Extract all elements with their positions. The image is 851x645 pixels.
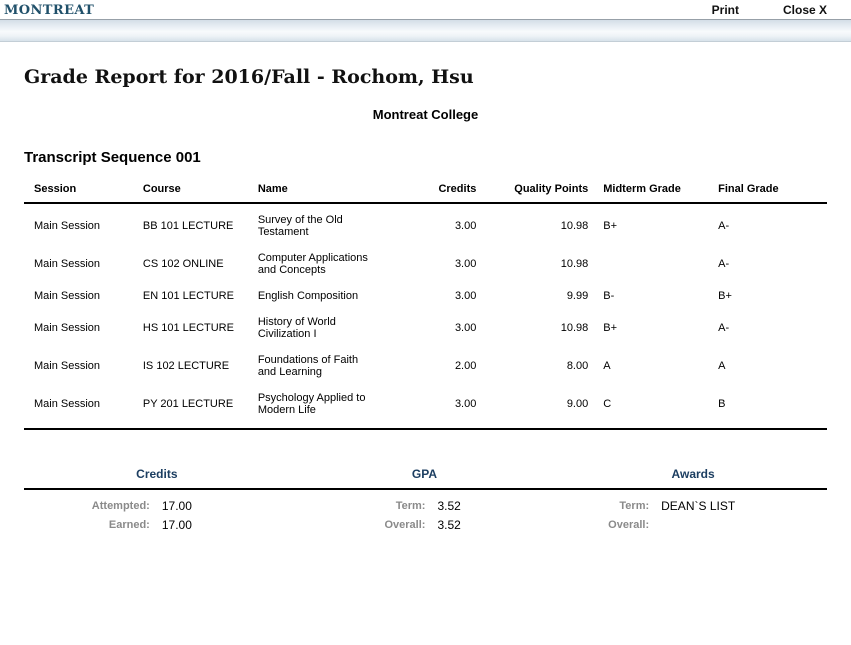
- col-header-quality-points: Quality Points: [481, 183, 593, 203]
- table-row: [24, 309, 827, 347]
- awards-term-value: DEAN`S LIST: [661, 499, 736, 513]
- cell-midterm-grade: C: [603, 398, 612, 410]
- gpa-term-label: Term:: [395, 500, 426, 512]
- awards-overall-label: Overall:: [608, 519, 650, 531]
- close-button[interactable]: Close X: [782, 3, 827, 17]
- cell-credits: 3.00: [454, 258, 477, 270]
- col-header-course: Course: [133, 183, 248, 203]
- col-header-final-grade: Final Grade: [708, 183, 827, 203]
- cell-course: HS 101 LECTURE: [142, 322, 234, 334]
- cell-course: EN 101 LECTURE: [142, 290, 234, 302]
- gpa-overall-label: Overall:: [384, 519, 426, 531]
- summary-header-row: [24, 467, 827, 489]
- print-button[interactable]: Print: [711, 3, 739, 17]
- cell-credits: 3.00: [454, 322, 477, 334]
- summary-row: [24, 514, 827, 533]
- credits-attempted-label: Attempted:: [91, 500, 150, 512]
- cell-final-grade: A-: [718, 220, 730, 232]
- cell-name: Psychology Applied to Modern Life: [257, 392, 366, 416]
- grades-table: [24, 183, 827, 430]
- cell-midterm-grade: [593, 245, 708, 283]
- cell-course: PY 201 LECTURE: [142, 398, 234, 410]
- cell-quality-points: 10.98: [560, 220, 589, 232]
- cell-name: Survey of the Old Testament: [257, 214, 343, 238]
- cell-midterm-grade: B+: [603, 322, 617, 334]
- cell-final-grade: B: [718, 398, 726, 410]
- credits-attempted-value: 17.00: [161, 499, 192, 513]
- col-header-name: Name: [248, 183, 385, 203]
- cell-credits: 2.00: [454, 360, 477, 372]
- page-title: Grade Report for 2016/Fall - Rochom, Hsu: [24, 66, 474, 88]
- cell-credits: 3.00: [454, 290, 477, 302]
- cell-session: Main Session: [34, 290, 101, 302]
- cell-midterm-grade: A: [603, 360, 611, 372]
- awards-overall-value: [661, 514, 827, 533]
- table-row: [24, 245, 827, 283]
- cell-session: Main Session: [34, 258, 101, 270]
- summary-table: [24, 467, 827, 533]
- montreat-logo[interactable]: MONTREAT: [4, 2, 95, 18]
- topbar-actions: [712, 3, 827, 17]
- gpa-term-value: 3.52: [437, 499, 461, 513]
- cell-midterm-grade: B-: [603, 290, 615, 302]
- col-header-midterm-grade: Midterm Grade: [593, 183, 708, 203]
- cell-session: Main Session: [34, 220, 101, 232]
- grades-header-row: [24, 183, 827, 203]
- cell-session: Main Session: [34, 322, 101, 334]
- cell-credits: 3.00: [454, 398, 477, 410]
- table-row: [24, 347, 827, 385]
- summary-heading-credits: Credits: [24, 467, 290, 489]
- cell-course: CS 102 ONLINE: [142, 258, 224, 270]
- cell-midterm-grade: B+: [603, 220, 617, 232]
- awards-term-label: Term:: [619, 500, 650, 512]
- credits-earned-value: 17.00: [161, 518, 192, 532]
- report-content: [0, 66, 851, 533]
- summary-heading-gpa: GPA: [290, 467, 560, 489]
- cell-final-grade: A: [718, 360, 726, 372]
- cell-course: IS 102 LECTURE: [142, 360, 230, 372]
- transcript-sequence-title: Transcript Sequence 001: [24, 149, 201, 166]
- table-row: [24, 283, 827, 309]
- col-header-session: Session: [24, 183, 133, 203]
- cell-final-grade: B+: [718, 290, 732, 302]
- cell-quality-points: 9.00: [566, 398, 589, 410]
- gpa-overall-value: 3.52: [437, 518, 461, 532]
- cell-quality-points: 8.00: [566, 360, 589, 372]
- col-header-credits: Credits: [385, 183, 482, 203]
- cell-quality-points: 9.99: [566, 290, 589, 302]
- cell-quality-points: 10.98: [560, 322, 589, 334]
- table-row: [24, 203, 827, 245]
- summary-row: [24, 489, 827, 514]
- cell-session: Main Session: [34, 398, 101, 410]
- header-divider-bar: [0, 19, 851, 42]
- table-row: [24, 385, 827, 429]
- cell-name: Computer Applications and Concepts: [257, 252, 368, 276]
- cell-course: BB 101 LECTURE: [142, 220, 234, 232]
- cell-final-grade: A-: [718, 258, 730, 270]
- summary-heading-awards: Awards: [559, 467, 827, 489]
- cell-final-grade: A-: [718, 322, 730, 334]
- cell-session: Main Session: [34, 360, 101, 372]
- cell-name: History of World Civilization I: [257, 316, 336, 340]
- cell-credits: 3.00: [454, 220, 477, 232]
- credits-earned-label: Earned:: [108, 519, 150, 531]
- cell-name: Foundations of Faith and Learning: [257, 354, 359, 378]
- top-bar: [0, 0, 851, 19]
- cell-name: English Composition: [257, 290, 359, 302]
- college-name: Montreat College: [372, 107, 479, 122]
- cell-quality-points: 10.98: [560, 258, 589, 270]
